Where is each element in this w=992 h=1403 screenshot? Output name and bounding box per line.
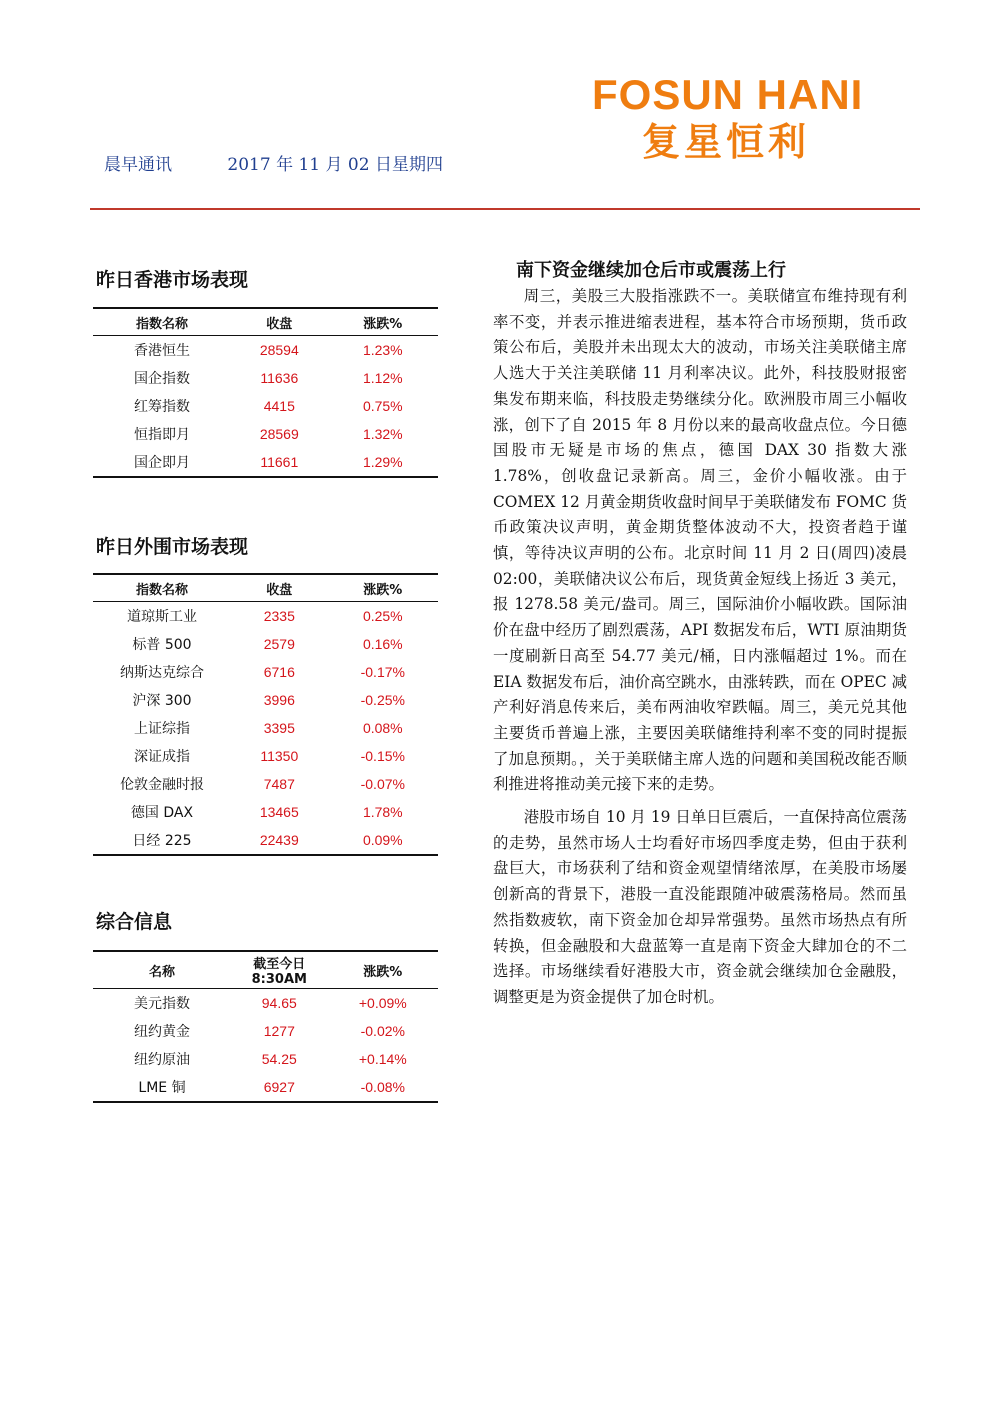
index-name: 标普 500 xyxy=(132,637,192,653)
column-header: 收盘 xyxy=(231,308,328,336)
change-percent: -0.08% xyxy=(328,1073,438,1102)
close-value: 28594 xyxy=(259,342,299,358)
table-header-row xyxy=(93,574,438,602)
composite-info-title: 综合信息 xyxy=(96,911,173,933)
change-percent: -0.07% xyxy=(360,776,405,792)
item-value: 6927 xyxy=(231,1073,328,1102)
change-percent: -0.17% xyxy=(360,664,405,680)
header-divider xyxy=(90,208,920,210)
logo-english: FOSUN HANI xyxy=(592,71,864,118)
column-header: 名称 xyxy=(93,951,231,989)
index-name: 纳斯达克综合 xyxy=(120,665,204,681)
column-header: 指数名称 xyxy=(93,308,231,336)
index-name: 上证综指 xyxy=(134,721,190,737)
index-name: 国企即月 xyxy=(93,448,231,477)
column-header: 收盘 xyxy=(231,574,328,602)
article-paragraph: 港股市场自 10 月 19 日单日巨震后，一直保持高位震荡的走势，虽然市场人士均看好市场四季度走势，但由于获利盘巨大，市场获利了结和资金观望情绪浓厚，在美股市场屡创新高的背景下，港股一直没能跟随冲破震荡格局。然而虽然指数疲软，南下资金加仓却异常强势。虽然市场热点有所转换，但金融股和大盘蓝筹一直是南下资金大肆加仓的不二选择。市场继续看好港股大市，资金就会继续加仓金融股，调整更是为资金提供了加仓时机。 xyxy=(493,808,907,1006)
report-header xyxy=(104,150,443,175)
report-name: 晨早通讯 xyxy=(104,155,172,175)
table-row xyxy=(93,798,438,826)
change-percent: 0.16% xyxy=(362,636,403,652)
change-percent: 0.09% xyxy=(328,826,438,855)
change-percent: +0.14% xyxy=(358,1051,407,1067)
index-name: 德国 DAX xyxy=(130,805,194,821)
logo-chinese: 复星恒利 xyxy=(642,120,811,164)
report-date: 2017 年 11 月 02 日星期四 xyxy=(227,155,443,175)
table-row xyxy=(93,1045,438,1073)
close-value: 28569 xyxy=(259,426,299,442)
table-row xyxy=(93,714,438,742)
close-value: 3996 xyxy=(263,692,295,708)
index-name: 恒指即月 xyxy=(134,427,190,443)
index-name: 国企指数 xyxy=(134,371,190,387)
change-percent: 1.32% xyxy=(362,426,403,442)
column-header: 涨跌% xyxy=(328,951,438,989)
article-title: 南下资金继续加仓后市或震荡上行 xyxy=(516,260,786,281)
table-row xyxy=(93,364,438,392)
index-name: 伦敦金融时报 xyxy=(120,777,204,793)
change-percent: +0.09% xyxy=(358,995,407,1011)
item-name: 美元指数 xyxy=(134,996,190,1012)
item-value: 94.65 xyxy=(261,995,297,1011)
table-row xyxy=(93,658,438,686)
close-value: 2335 xyxy=(263,608,295,624)
column-header: 指数名称 xyxy=(93,574,231,602)
table-row xyxy=(93,826,438,855)
close-value: 22439 xyxy=(231,826,328,855)
change-percent: 0.08% xyxy=(362,720,403,736)
column-header: 涨跌% xyxy=(328,574,438,602)
item-value: 1277 xyxy=(263,1023,295,1039)
article-body xyxy=(493,284,907,1011)
item-name: 纽约黄金 xyxy=(134,1024,190,1040)
table-row xyxy=(93,989,438,1018)
hk-market-title: 昨日香港市场表现 xyxy=(96,269,249,291)
change-percent: 0.25% xyxy=(362,608,403,624)
table-header-row xyxy=(93,951,438,989)
global-market-title: 昨日外围市场表现 xyxy=(96,536,249,558)
change-percent: 1.12% xyxy=(362,370,403,386)
table-row xyxy=(93,630,438,658)
change-percent: 0.75% xyxy=(362,398,403,414)
change-percent: 1.78% xyxy=(362,804,403,820)
global-market-table xyxy=(93,573,438,856)
table-row xyxy=(93,1017,438,1045)
index-name: 道琼斯工业 xyxy=(127,609,197,625)
index-name: 深证成指 xyxy=(134,749,190,765)
article-paragraph: 周三，美股三大股指涨跌不一。美联储宣布维持现有利率不变，并表示推进缩表进程，基本符合市场预期，货币政策公布后，美股并未出现太大的波动，市场关注美联储主席人选大于关注美联储 11 月利率决议。此外，科技股财报密集发布期来临，科技股走势继续分化。欧洲股市周三小幅收涨，创下了自 2015 年 8 月份以来的最高收盘点位。今日德国股市无疑是市场的焦点，德国 DAX 30 指数大涨 1.78%，创收盘记录新高。周三，金价小幅收涨。由于 COMEX 12 月黄金期货收盘时间早于美联储发布 FOMC 货币政策决议声明，黄金期货整体波动不大，投资者趋于谨慎，等待决议声明的公布。北京时间 11 月 2 日(周四)凌晨 02:00，美联储决议公布后，现货黄金短线上扬近 3 美元，报 1278.58 美元/盎司。周三，国际油价小幅收跌。国际油价在盘中经历了剧烈震荡，API 数据发布后，WTI 原油期货一度刷新日高至 54.77 美元/桶，日内涨幅超过 1%。而在 EIA 数据发布后，油价高空跳水，由涨转跌，而在 OPEC 减产利好消息传来后，美布两油收窄跌幅。周三，美元兑其他主要货币普遍上涨，主要因美联储维持利率不变的同时提振了加息预期。，关于美联储主席人选的问题和美国税改能否顺利推进将推动美元接下来的走势。 xyxy=(493,287,907,794)
table-row xyxy=(93,602,438,631)
column-header: 涨跌% xyxy=(328,308,438,336)
index-name: 沪深 300 xyxy=(132,693,192,709)
table-row xyxy=(93,686,438,714)
table-header-row xyxy=(93,308,438,336)
change-percent: -0.25% xyxy=(360,692,405,708)
close-value: 13465 xyxy=(259,804,299,820)
close-value: 4415 xyxy=(263,398,295,414)
close-value: 7487 xyxy=(263,776,295,792)
table-row xyxy=(93,770,438,798)
index-name: 日经 225 xyxy=(93,826,231,855)
index-name: 红筹指数 xyxy=(134,399,190,415)
hk-market-table xyxy=(93,307,438,478)
close-value: 11636 xyxy=(260,370,299,386)
table-row xyxy=(93,392,438,420)
table-row xyxy=(93,420,438,448)
table-row xyxy=(93,336,438,365)
close-value: 2579 xyxy=(263,636,295,652)
close-value: 6716 xyxy=(263,664,295,680)
close-value: 11661 xyxy=(231,448,328,477)
change-percent: 1.23% xyxy=(362,342,403,358)
column-header: 截至今日 8:30AM xyxy=(231,951,328,989)
change-percent: -0.02% xyxy=(360,1023,405,1039)
change-percent: 1.29% xyxy=(328,448,438,477)
change-percent: -0.15% xyxy=(360,748,405,764)
table-row xyxy=(93,448,438,477)
company-logo xyxy=(592,70,902,164)
composite-info-table xyxy=(93,950,438,1103)
item-name: 纽约原油 xyxy=(134,1052,190,1068)
item-value: 54.25 xyxy=(261,1051,297,1067)
table-row xyxy=(93,1073,438,1102)
close-value: 3395 xyxy=(263,720,295,736)
item-name: LME 铜 xyxy=(93,1073,231,1102)
table-row xyxy=(93,742,438,770)
close-value: 11350 xyxy=(260,748,299,764)
index-name: 香港恒生 xyxy=(134,343,190,359)
